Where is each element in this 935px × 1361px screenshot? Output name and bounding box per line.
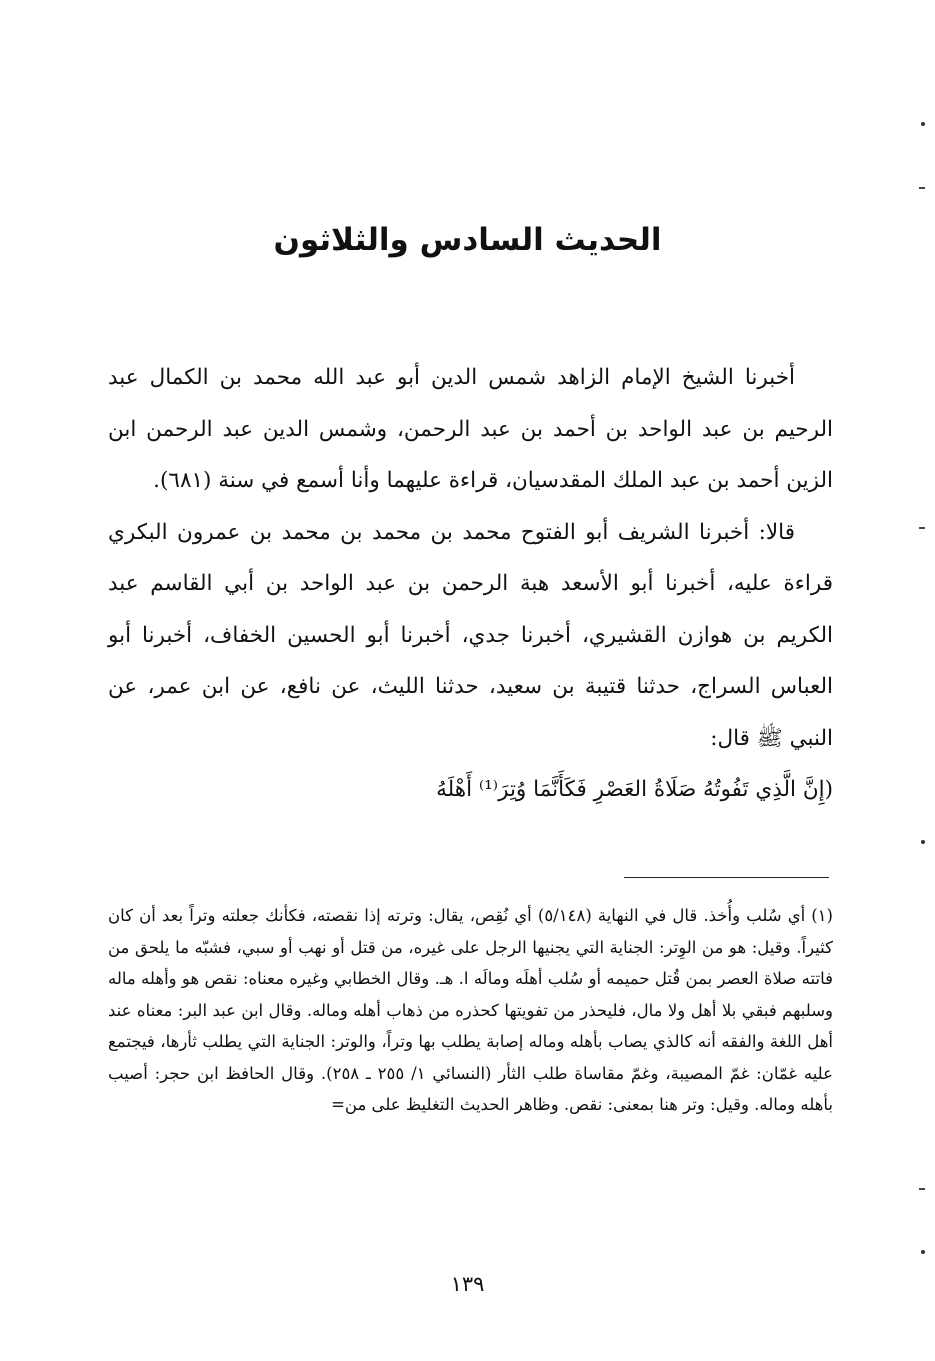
- footnote-marker: (١): [811, 906, 833, 925]
- isnad-paragraph-1: أخبرنا الشيخ الإمام الزاهد شمس الدين أبو عبد الله محمد بن الكمال عبد الرحيم بن عبد الواحد بن أحمد بن عبد الرحمن، وشمس الدين عبد الرحمن ابن الزين أحمد بن عبد الملك المقدسيان، قراءة عليهما وأنا أسمع في سنة (٦٨١).: [108, 365, 833, 493]
- isnad-paragraph-2: قالا: أخبرنا الشريف أبو الفتوح محمد بن محمد بن محمد بن عمرون البكري قراءة عليه، أخبرنا أبو الأسعد هبة الرحمن بن عبد الواحد بن أبي القاسم عبد الكريم بن هوازن القشيري، أخبرنا جدي، أخبرنا أبو الحسين الخفاف، أخبرنا أبو العباس السراج، حدثنا قتيبة بن سعيد، حدثنا الليث، عن نافع، عن ابن عمر، عن النبي ﷺ قال:: [108, 519, 833, 751]
- scan-dash-mark: [919, 527, 925, 529]
- scan-dash-mark: [919, 1188, 925, 1190]
- scan-dot-mark: [921, 122, 925, 126]
- scan-dot-mark: [921, 840, 925, 844]
- footnote-divider: [624, 877, 829, 878]
- scan-dash-mark: [919, 187, 925, 189]
- page-number: ١٣٩: [450, 1272, 485, 1296]
- main-text: [108, 352, 833, 816]
- footnote-text: أي سُلب وأُخذ. قال في النهاية (٥/١٤٨) أي نُقِص، يقال: وترته إذا نقصته، فكأنك جعلته وتراً بعد أن كان كثيراً. وقيل: هو من الوِتر: الجناية التي يجنيها الرجل على غيره، من قتل أو نهب أو سبي، فشبّه ما يلحق من فاتته صلاة العصر بمن قُتل حميمه أو سُلب أهلَه ومالَه ا. هـ. وقال الخطابي وغيره معناه: نقص هو وأهله ماله وسلبهم فبقي بلا أهل ولا مال، فليحذر من تفويتها كحذره من ذهاب أهله وماله. وقال ابن عبد البر: معناه عند أهل اللغة والفقه أنه كالذي يصاب بأهله وماله إصابة يطلب بها وتراً، والوتر: الجناية التي يطلب ثأرها، فيجتمع عليه غمّان: غمّ المصيبة، وغمّ مقاساة طلب الثأر (النسائي ١/ ٢٥٥ ـ ٢٥٨). وقال الحافظ ابن حجر: أصيب بأهله وماله. وقيل: وتر هنا بمعنى: نقص. وظاهر الحديث التغليظ على من=: [108, 906, 833, 1114]
- hadith-quote: (إِنَّ الَّذِي تَفُوتُهُ صَلَاةُ العَصْرِ فَكَأَنَّمَا وُتِرَ⁽¹⁾ أَهْلَهُ: [436, 777, 833, 802]
- footnote-1: [108, 900, 833, 1121]
- footnotes-section: [108, 900, 833, 1121]
- chapter-title: الحديث السادس والثلاثون: [273, 222, 662, 258]
- scan-dot-mark: [921, 1250, 925, 1254]
